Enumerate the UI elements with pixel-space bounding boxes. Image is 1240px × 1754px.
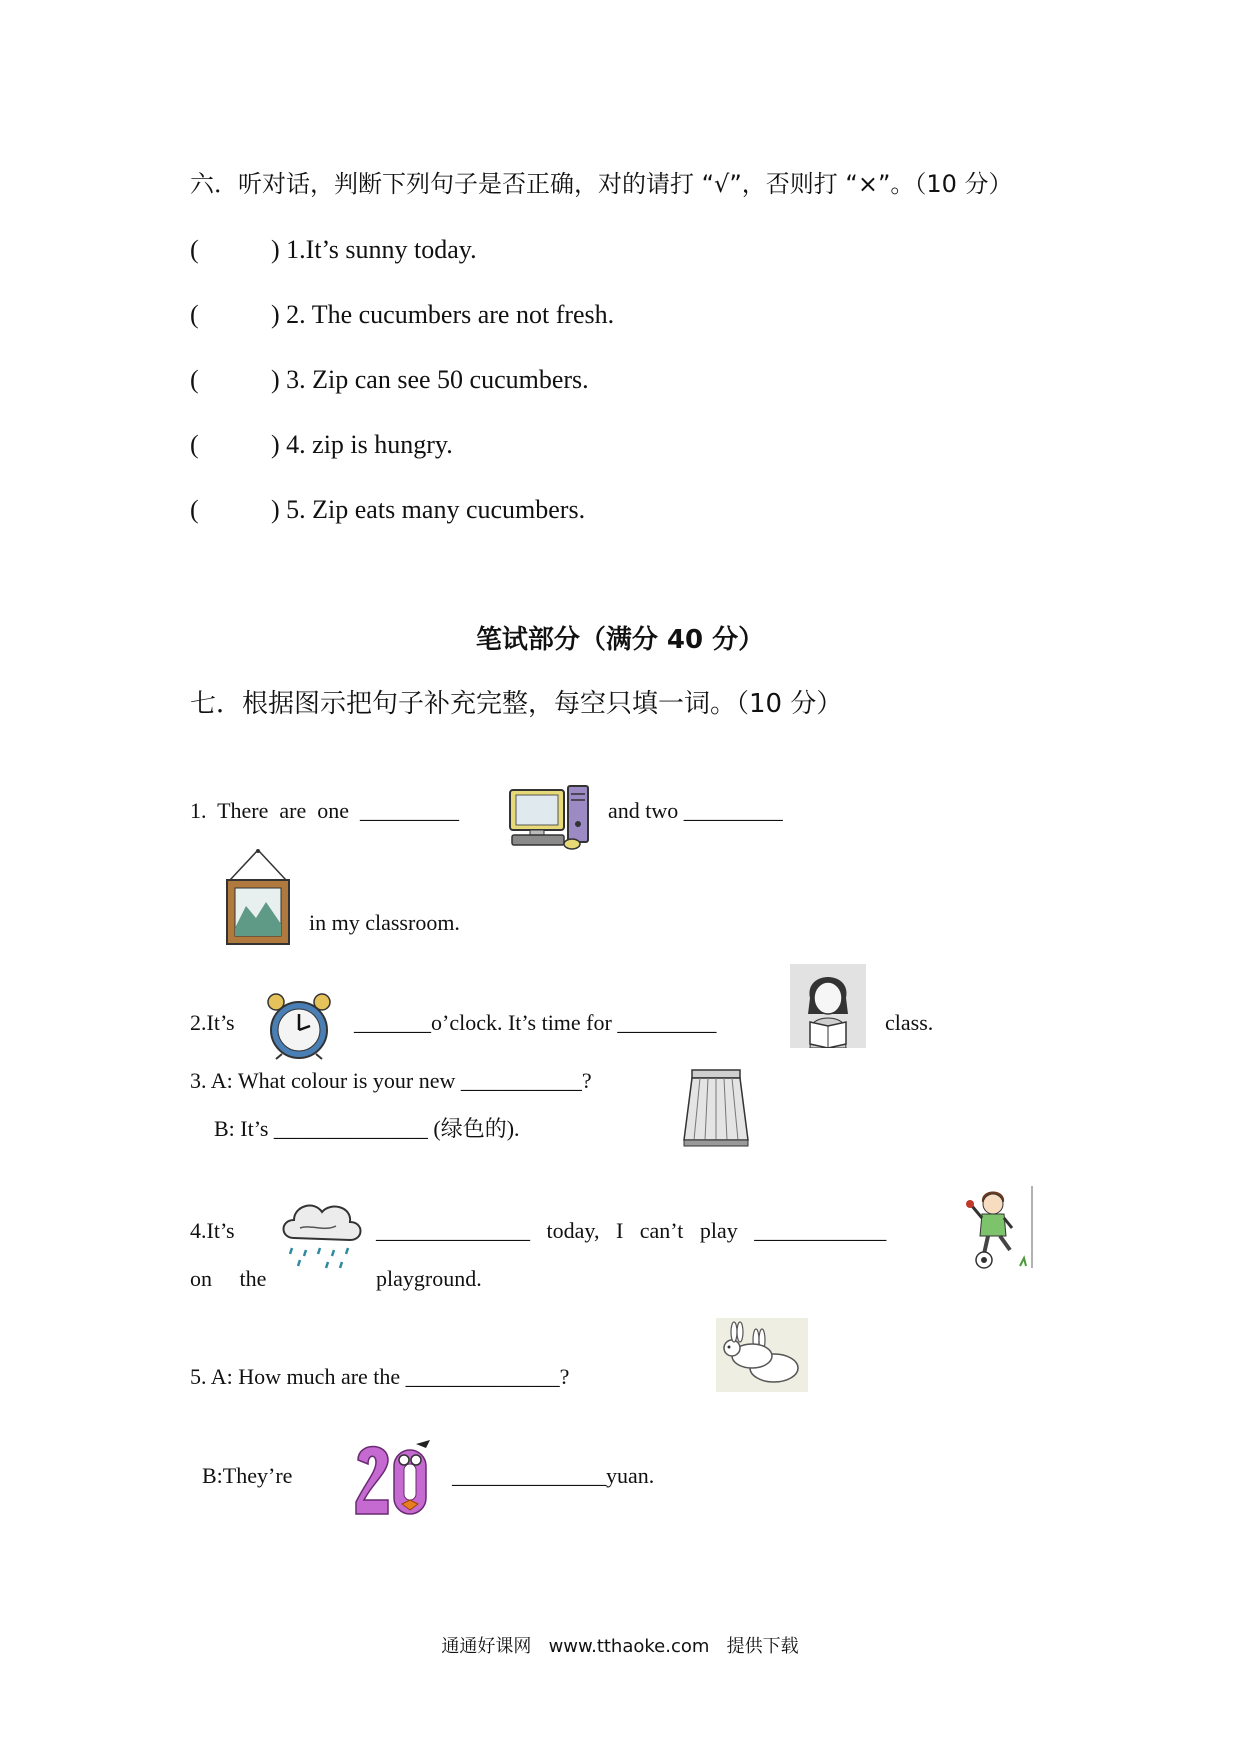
- skirt-icon: [680, 1068, 752, 1148]
- item1-paren: (: [190, 235, 199, 264]
- written-part-title: 笔试部分（满分 40 分）: [475, 625, 765, 655]
- q2-line-b: _______o’clock. It’s time for _________: [354, 1010, 717, 1035]
- q1-line-a: 1. There are one _________: [190, 798, 460, 823]
- q3-line-b: B: It’s ______________ (绿色的).: [214, 1116, 520, 1141]
- item4-text: ) 4. zip is hungry.: [271, 430, 453, 459]
- item5-paren: (: [190, 495, 199, 524]
- rabbits-icon: [716, 1318, 808, 1392]
- number-twenty-icon: [352, 1438, 434, 1518]
- q4-line-d: playground.: [376, 1266, 482, 1291]
- q4-line-b: ______________ today, I can’t play ____________: [376, 1218, 887, 1243]
- item5-text: ) 5. Zip eats many cucumbers.: [271, 495, 586, 524]
- item2-text: ) 2. The cucumbers are not fresh.: [271, 300, 615, 329]
- q5-line-c: ______________yuan.: [452, 1463, 655, 1488]
- item2-paren: (: [190, 300, 199, 329]
- picture-frame-icon: [224, 848, 292, 948]
- footer-text: 通通好课网 www.tthaoke.com 提供下载: [441, 1636, 799, 1657]
- q2-line-c: class.: [885, 1010, 934, 1035]
- girl-reading-icon: [790, 964, 866, 1048]
- q1-line-b: and two _________: [608, 798, 783, 823]
- q4-line-c: on the: [190, 1266, 267, 1291]
- computer-icon: [508, 784, 590, 850]
- boy-football-icon: [954, 1184, 1034, 1270]
- item3-paren: (: [190, 365, 199, 394]
- q3-line-a: 3. A: What colour is your new ___________?: [190, 1068, 592, 1093]
- item3-text: ) 3. Zip can see 50 cucumbers.: [271, 365, 589, 394]
- q2-line-a: 2.It’s: [190, 1010, 235, 1035]
- q5-line-b: B:They’re: [202, 1463, 293, 1488]
- q4-line-a: 4.It’s: [190, 1218, 235, 1243]
- item1-text: ) 1.It’s sunny today.: [271, 235, 477, 264]
- section6-title: 六．听对话，判断下列句子是否正确，对的请打 “√”，否则打 “×”。（10 分）: [190, 170, 1013, 198]
- q5-line-a: 5. A: How much are the ______________?: [190, 1364, 570, 1389]
- q1-line-c: in my classroom.: [309, 910, 460, 935]
- item4-paren: (: [190, 430, 199, 459]
- section7-title: 七．根据图示把句子补充完整，每空只填一词。（10 分）: [190, 689, 843, 719]
- rain-cloud-icon: [280, 1198, 364, 1272]
- clock-icon: [262, 992, 336, 1060]
